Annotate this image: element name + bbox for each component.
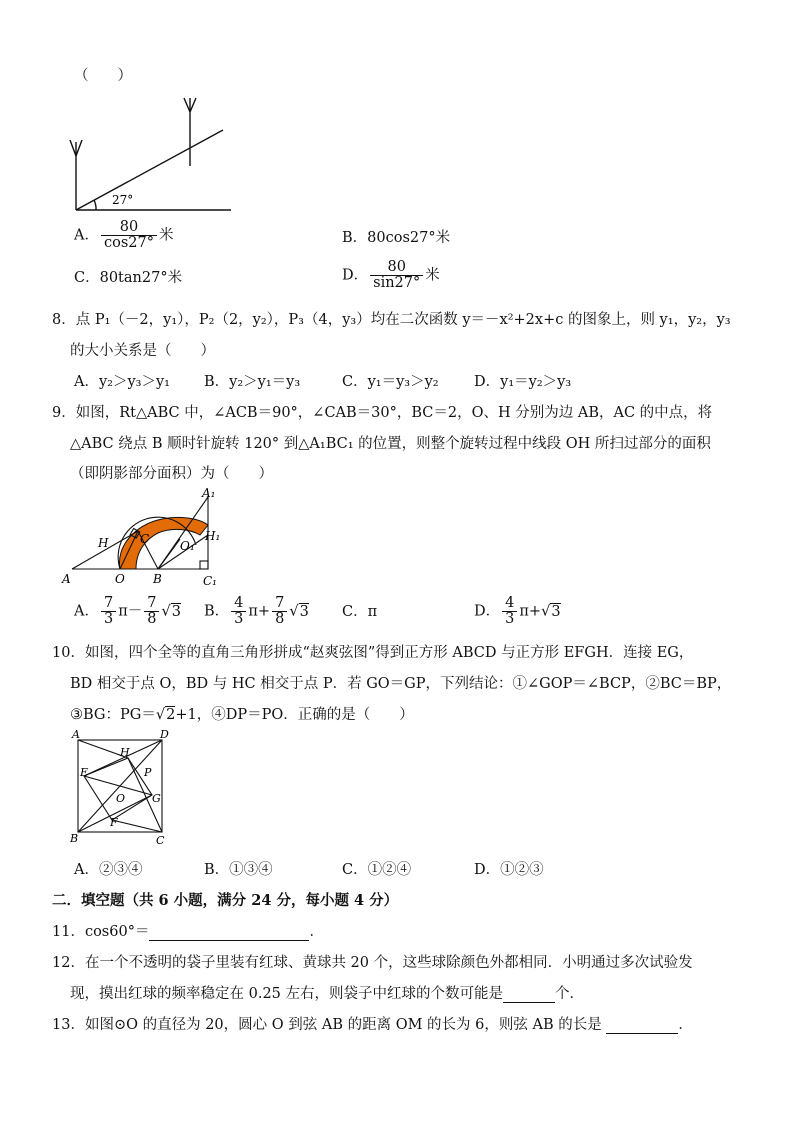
q10-option-c: C．①②④ <box>342 862 412 878</box>
label-a: A <box>62 572 71 586</box>
label-b: B <box>70 832 79 845</box>
q9-option-d: D． $\frac{4}{3}$ π+√3 <box>474 595 561 628</box>
label-d: D <box>160 728 169 741</box>
q8-option-c: C．y₁＝y₃＞y₂ <box>342 374 439 390</box>
label-b: B <box>153 572 162 586</box>
label-h: H <box>98 536 109 550</box>
q8-option-b: B．y₂＞y₁＝y₃ <box>204 374 301 390</box>
q8-option-a: A．y₂＞y₃＞y₁ <box>74 374 170 390</box>
q12-answer-blank[interactable] <box>503 986 555 1003</box>
q10-figure <box>64 726 176 848</box>
label-a: A <box>72 728 80 741</box>
q9-figure <box>60 485 230 590</box>
label-h1: H₁ <box>205 529 221 543</box>
q8-option-d: D．y₁＝y₂＞y₃ <box>474 374 572 390</box>
label-f: F <box>110 816 118 829</box>
q7-option-c: C．80tan27°米 <box>74 270 183 286</box>
label-c1: C₁ <box>203 574 217 588</box>
label-c: C <box>140 532 150 546</box>
q7-option-b: B．80cos27°米 <box>342 230 451 246</box>
label-e: E <box>80 766 89 779</box>
q7-answer-paren: （ ） <box>74 68 132 84</box>
label-a1: A₁ <box>202 486 216 500</box>
section-title: 二．填空题（共 6 小题，满分 24 分，每小题 4 分） <box>52 892 399 909</box>
q11-answer-blank[interactable] <box>149 924 309 941</box>
label-g: G <box>152 792 161 805</box>
label-h: H <box>120 746 130 759</box>
q9-line3: （即阴影部分面积）为（ ） <box>70 466 273 482</box>
q10-line1: 10．如图，四个全等的直角三角形拼成“赵爽弦图”得到正方形 ABCD 与正方形 EFGH．连接 EG， <box>52 645 694 661</box>
q7-option-d: D． $\frac{80}{\sin 27^\circ}$ 米 <box>342 259 440 292</box>
label-o: O <box>116 792 126 805</box>
q10-option-a: A．②③④ <box>74 862 143 878</box>
q7-figure <box>66 92 236 214</box>
q12-line1: 12．在一个不透明的袋子里装有红球、黄球共 20 个，这些球除颜色外都相同．小明通过多次试验发 <box>52 955 693 971</box>
q12-line2: 现，摸出红球的频率稳定在 0.25 左右，则袋子中红球的个数可能是 个． <box>70 986 585 1002</box>
q8-line1: 8．点 P₁（－2，y₁），P₂（2，y₂），P₃（4，y₃）均在二次函数 y＝－x²+2x+c 的图象上，则 y₁，y₂，y₃ <box>52 312 731 328</box>
label-o: O <box>115 572 125 586</box>
q13: 13．如图⊙O 的直径为 20，圆心 O 到弦 AB 的距离 OM 的长为 6，则弦 AB 的长是 ． <box>52 1017 693 1033</box>
q9-option-c: C．π <box>342 604 378 620</box>
q13-answer-blank[interactable] <box>606 1017 678 1034</box>
q9-option-a: A． $\frac{7}{3}$ π－ $\frac{7}{8}$ √3 <box>74 595 181 628</box>
label-c: C <box>156 834 165 847</box>
q9-line1: 9．如图，Rt△ABC 中，∠ACB＝90°，∠CAB＝30°，BC＝2，O、H 分别为边 AB，AC 的中点，将 <box>52 405 713 421</box>
q10-line3: ③BG：PG＝√2+1，④DP＝PO．正确的是（ ） <box>70 707 414 723</box>
q10-line2: BD 相交于点 O，BD 与 HC 相交于点 P．若 GO＝GP，下列结论：①∠GOP＝∠BCP，②BC＝BP， <box>70 676 732 692</box>
label-o1: O₁ <box>180 539 195 553</box>
q9-option-b: B． $\frac{4}{3}$ π+ $\frac{7}{8}$ √3 <box>204 595 309 628</box>
q9-line2: △ABC 绕点 B 顺时针旋转 120° 到△A₁BC₁ 的位置，则整个旋转过程中线段 OH 所扫过部分的面积 <box>70 436 711 452</box>
q7-angle-label: 27° <box>112 193 134 207</box>
q7-option-a: A． $\frac{80}{\cos 27^\circ}$ 米 <box>74 219 174 252</box>
q10-option-b: B．①③④ <box>204 862 273 878</box>
label-p: P <box>144 766 152 779</box>
q11: 11．cos60°＝ ． <box>52 924 324 940</box>
q8-line2: 的大小关系是（ ） <box>70 343 215 359</box>
slope-line <box>76 130 223 210</box>
q10-option-d: D．①②③ <box>474 862 544 878</box>
